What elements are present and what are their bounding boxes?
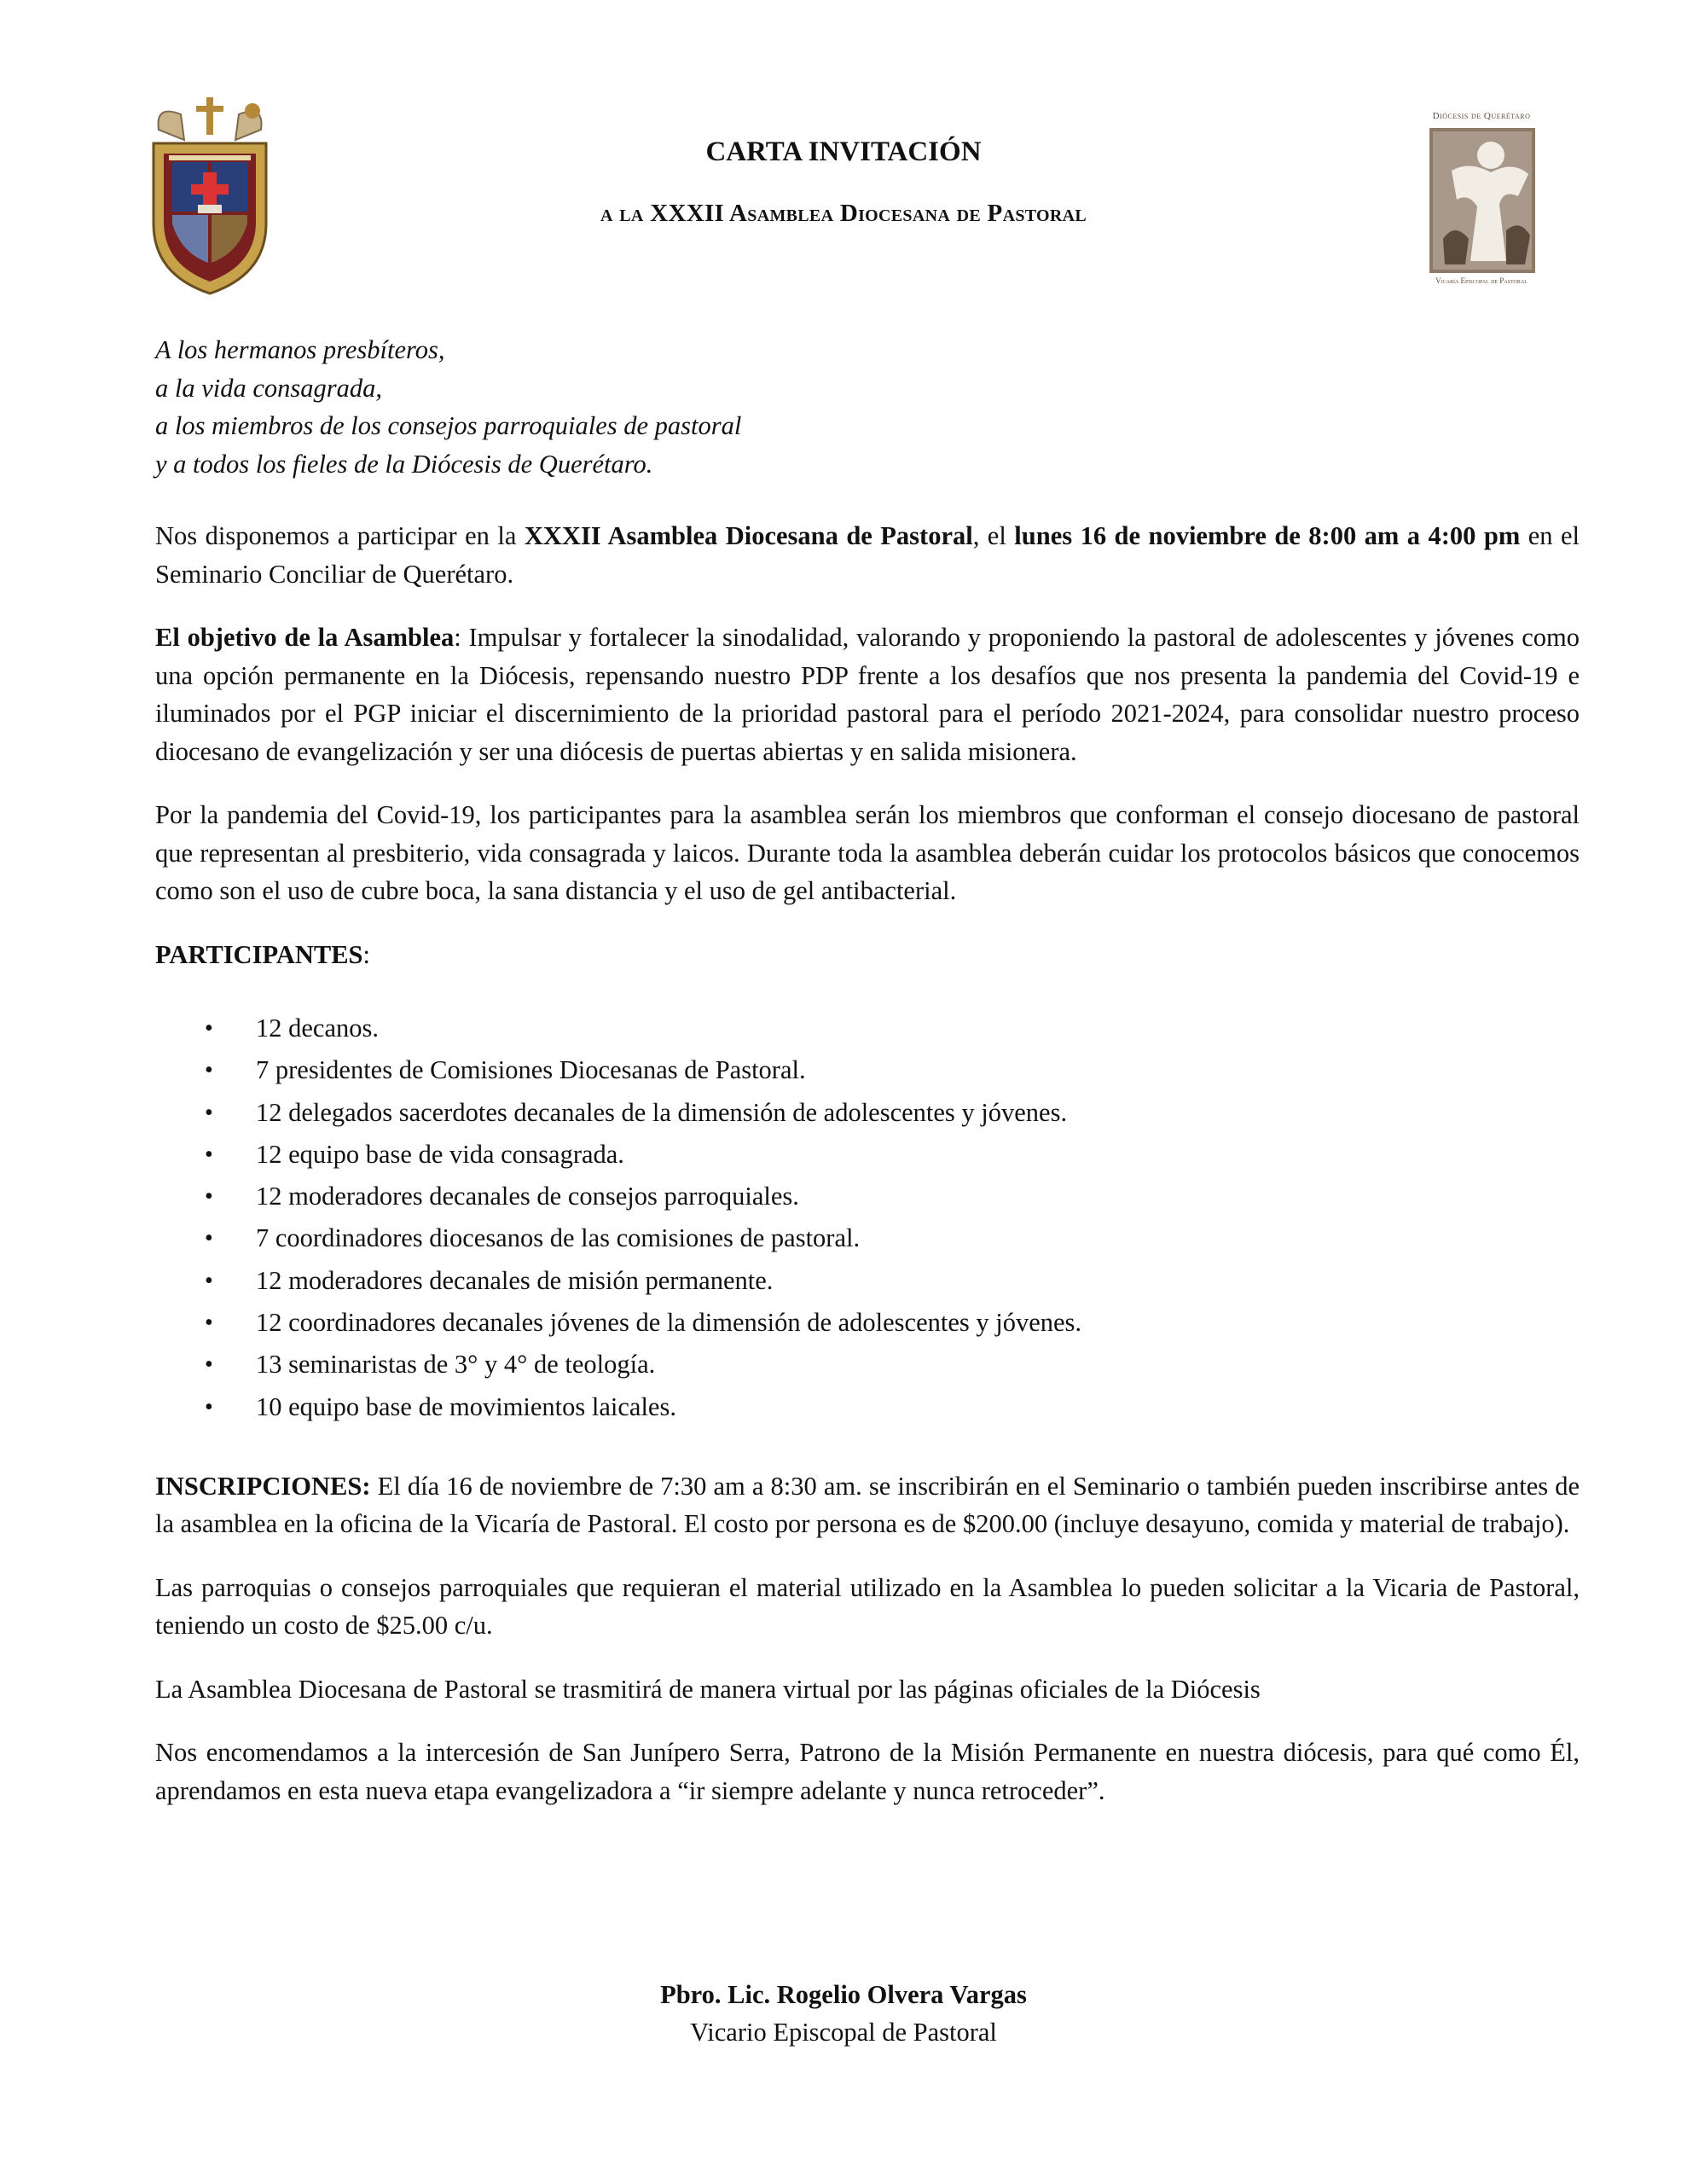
list-item [205,1176,1580,1217]
broadcast-paragraph: La Asamblea Diocesana de Pastoral se trasmitirá de manera virtual por las páginas oficiales de la Diócesis [155,1674,1261,1704]
bullet: • [205,1015,213,1042]
salutation [155,331,1580,483]
objective-label: El objetivo de la Asamblea [155,623,455,652]
logo-caption-top: Diócesis de Querétaro [1432,111,1531,121]
bullet: • [205,1057,213,1084]
pandemic-paragraph: Por la pandemia del Covid-19, los participantes para la asamblea serán los miembros que conforman el consejo diocesano de pastoral que representan al presbiterio, vida consagrada y laicos. Durante toda la asamblea deberán cuidar los protocolos básicos que conocemos como son el uso de cubre boca, la sana distancia y el uso de gel antibacterial. [155,800,1580,905]
list-item-text: 12 decanos. [256,1014,379,1043]
list-item-text: 7 presidentes de Comisiones Diocesanas de Pastoral. [256,1055,806,1085]
salutation-line: a los miembros de los consejos parroquiales de pastoral [155,411,742,440]
bullet: • [205,1141,213,1168]
list-item [205,1008,1580,1049]
objective-paragraph [155,619,1580,770]
intro-text: Nos disponemos a participar en la [155,521,525,550]
salutation-line: y a todos los fieles de la Diócesis de Querétaro. [155,449,653,479]
list-item-text: 13 seminaristas de 3° y 4° de teología. [256,1350,656,1380]
participants-heading-colon: : [362,939,371,969]
closing-paragraph: Nos encomendamos a la intercesión de San Junípero Serra, Patrono de la Misión Permanente en nuestra diócesis, para qué como Él, aprendamos en esta nueva etapa evangelizadora a “ir siempre adelante y nunca retroceder”. [155,1738,1580,1805]
participants-list [155,1008,1580,1428]
objective-text: : Impulsar y fortalecer la sinodalidad, valorando y proponiendo la pastoral de adolescentes y jóvenes como una opción permanente en la Diócesis, repensando nuestro PDP frente a los desafíos que nos presenta la pandemia del Covid-19 e iluminados por el PGP iniciar el discernimiento de la prioridad pastoral para el período 2021-2024, para consolidar nuestro proceso diocesano de evangelización y ser una diócesis de puertas abiertas y en salida misionera. [155,623,1580,766]
list-item-text: 12 moderadores decanales de misión permanente. [256,1265,774,1295]
bullet: • [205,1393,213,1420]
list-item [205,1217,1580,1259]
list-item-text: 12 equipo base de vida consagrada. [256,1139,624,1169]
salutation-line: A los hermanos presbíteros, [155,335,445,364]
list-item-text: 7 coordinadores diocesanos de las comisiones de pastoral. [256,1223,861,1253]
intro-text: en el Seminario Conciliar de Querétaro. [155,521,1580,589]
bullet: • [205,1183,213,1211]
participants-heading [155,936,1580,974]
list-item [205,1302,1580,1344]
list-item-text: 10 equipo base de movimientos laicales. [256,1391,676,1421]
assembly-name: XXXII Asamblea Diocesana de Pastoral [524,521,973,550]
registration-paragraph [155,1467,1580,1543]
vicaria-pastoral-logo [1417,111,1545,287]
registration-label: INSCRIPCIONES: [155,1471,371,1501]
vicaria-pastoral-logo-icon [1417,111,1545,287]
diocesan-coat-of-arms-icon [147,96,273,297]
intro-paragraph [155,517,1580,593]
signer-name: Pbro. Lic. Rogelio Olvera Vargas [660,1980,1027,2009]
page-title: CARTA INVITACIÓN [705,136,982,167]
letter-body [155,331,1580,1835]
list-item-text: 12 coordinadores decanales jóvenes de la dimensión de adolescentes y jóvenes. [256,1308,1082,1338]
list-item [205,1092,1580,1134]
list-item [205,1386,1580,1428]
bullet: • [205,1099,213,1126]
participants-heading-text: PARTICIPANTES [155,939,363,969]
bullet: • [205,1225,213,1252]
list-item [205,1344,1580,1385]
signature-block [0,1976,1687,2051]
assembly-date: lunes 16 de noviembre de 8:00 am a 4:00 pm [1014,521,1521,550]
bullet: • [205,1310,213,1337]
bullet: • [205,1267,213,1294]
list-item [205,1134,1580,1176]
signer-role: Vicario Episcopal de Pastoral [690,2018,997,2047]
intro-text: , el [972,521,1015,550]
logo-caption-bottom: Vicaría Episcopal de Pastoral [1435,276,1528,285]
bullet: • [205,1351,213,1379]
list-item-text: 12 moderadores decanales de consejos parroquiales. [256,1182,799,1211]
registration-text: El día 16 de noviembre de 7:30 am a 8:30 am. se inscribirán en el Seminario o también pueden inscribirse antes de la asamblea en la oficina de la Vicaría de Pastoral. El costo por persona es de $200.00 (incluye desayuno, comida y material de trabajo). [155,1471,1580,1539]
list-item [205,1260,1580,1302]
page-subtitle: a la XXXII Asamblea Diocesana de Pastoral [600,200,1087,227]
list-item [205,1049,1580,1091]
salutation-line: a la vida consagrada, [155,373,383,403]
material-paragraph: Las parroquias o consejos parroquiales que requieran el material utilizado en la Asamblea lo pueden solicitar a la Vicaria de Pastoral, teniendo un costo de $25.00 c/u. [155,1572,1580,1641]
list-item-text: 12 delegados sacerdotes decanales de la dimensión de adolescentes y jóvenes. [256,1097,1068,1127]
